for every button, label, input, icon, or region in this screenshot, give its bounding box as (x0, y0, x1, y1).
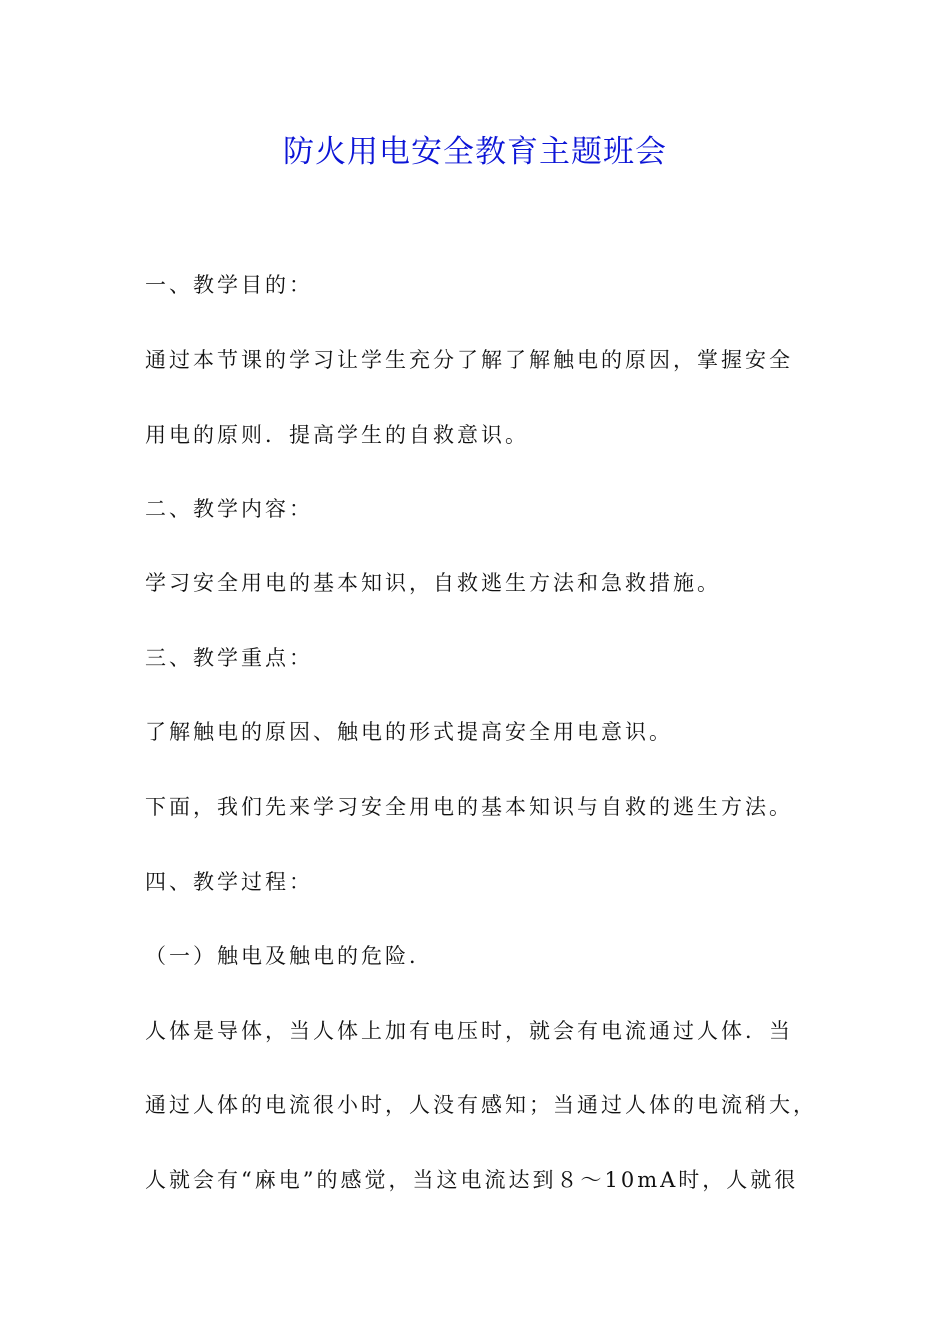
section-heading-objectives: 一、教学目的： (145, 273, 313, 297)
paragraph-line: 下面，我们先来学习安全用电的基本知识与自救的逃生方法。 (145, 795, 793, 819)
paragraph-line: 人就会有“麻电”的感觉，当这电流达到８～10mA时，人就很 (145, 1168, 799, 1192)
section-heading-process: 四、教学过程： (145, 870, 313, 894)
paragraph-line: 通过人体的电流很小时，人没有感知；当通过人体的电流稍大， (145, 1093, 817, 1117)
paragraph-line: 了解触电的原因、触电的形式提高安全用电意识。 (145, 720, 673, 744)
paragraph-line: 通过本节课的学习让学生充分了解了解触电的原因，掌握安全 (145, 348, 793, 372)
paragraph-line: 用电的原则．提高学生的自救意识。 (145, 423, 529, 447)
paragraph-line: 人体是导体，当人体上加有电压时，就会有电流通过人体．当 (145, 1019, 793, 1043)
section-heading-key-points: 三、教学重点： (145, 646, 313, 670)
subsection-heading: （一）触电及触电的危险． (145, 944, 433, 968)
paragraph-line: 学习安全用电的基本知识，自救逃生方法和急救措施。 (145, 571, 721, 595)
document-title: 防火用电安全教育主题班会 (283, 134, 667, 170)
section-heading-content: 二、教学内容： (145, 497, 313, 521)
